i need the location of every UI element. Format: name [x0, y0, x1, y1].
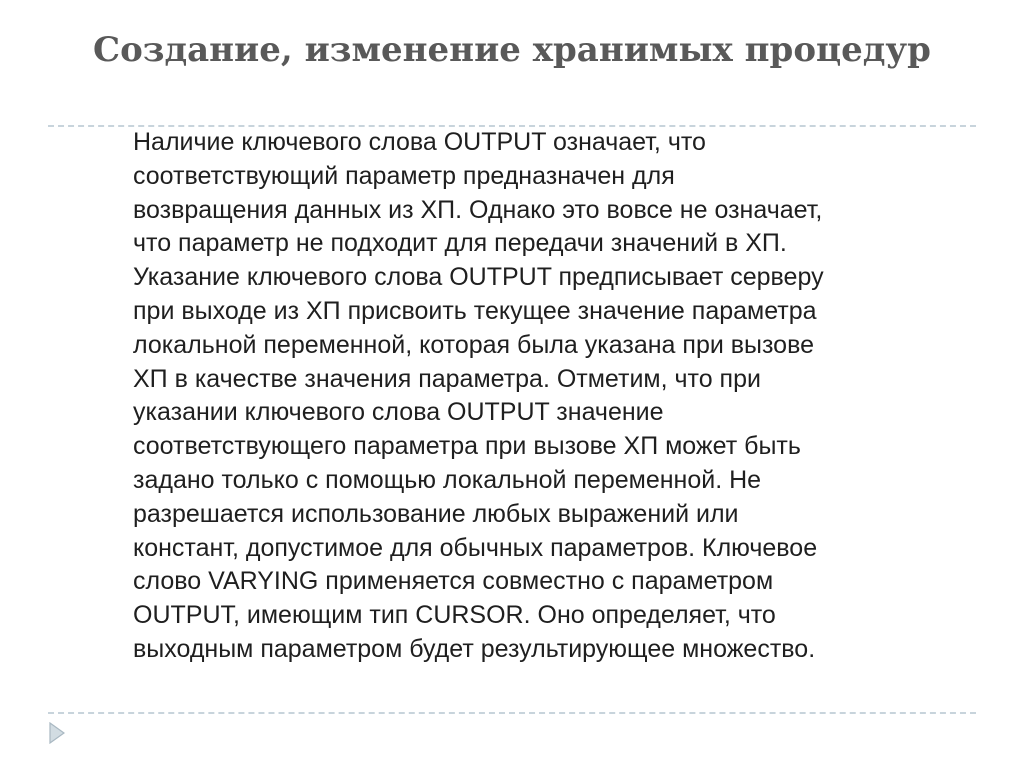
body-line: Наличие ключевого слова OUTPUT означает, что [133, 128, 706, 156]
body-line: разрешается использование любых выражений или [133, 499, 739, 528]
bottom-divider [48, 712, 976, 714]
body-line: ХП в качестве значения параметра. Отметим, что при [133, 364, 761, 393]
body-line: локальной переменной, которая была указана при вызове [133, 330, 814, 359]
slide-title: Создание, изменение хранимых процедур [93, 30, 931, 70]
body-line: указании ключевого слова OUTPUT значение [133, 398, 664, 427]
slide-body-text [133, 126, 963, 667]
body-line: возвращения данных из ХП. Однако это вовсе не означает, [133, 195, 823, 224]
play-triangle-icon[interactable] [49, 722, 65, 744]
body-line: соответствующий параметр предназначен для [133, 161, 675, 190]
body-line: Указание ключевого слова OUTPUT предписывает серверу [133, 263, 824, 292]
body-line: соответствующего параметра при вызове ХП может быть [133, 432, 801, 461]
body-line: при выходе из ХП присвоить текущее значение параметра [133, 296, 817, 325]
body-line: что параметр не подходит для передачи значений в ХП. [133, 229, 787, 258]
body-line: констант, допустимое для обычных параметров. Ключевое [133, 533, 818, 562]
body-line: OUTPUT, имеющим тип CURSOR. Оно определяет, что [133, 601, 776, 630]
body-line: слово VARYING применяется совместно с параметром [133, 567, 774, 596]
body-line: выходным параметром будет результирующее множество. [133, 634, 816, 663]
body-line: задано только с помощью локальной переменной. Не [133, 465, 762, 494]
